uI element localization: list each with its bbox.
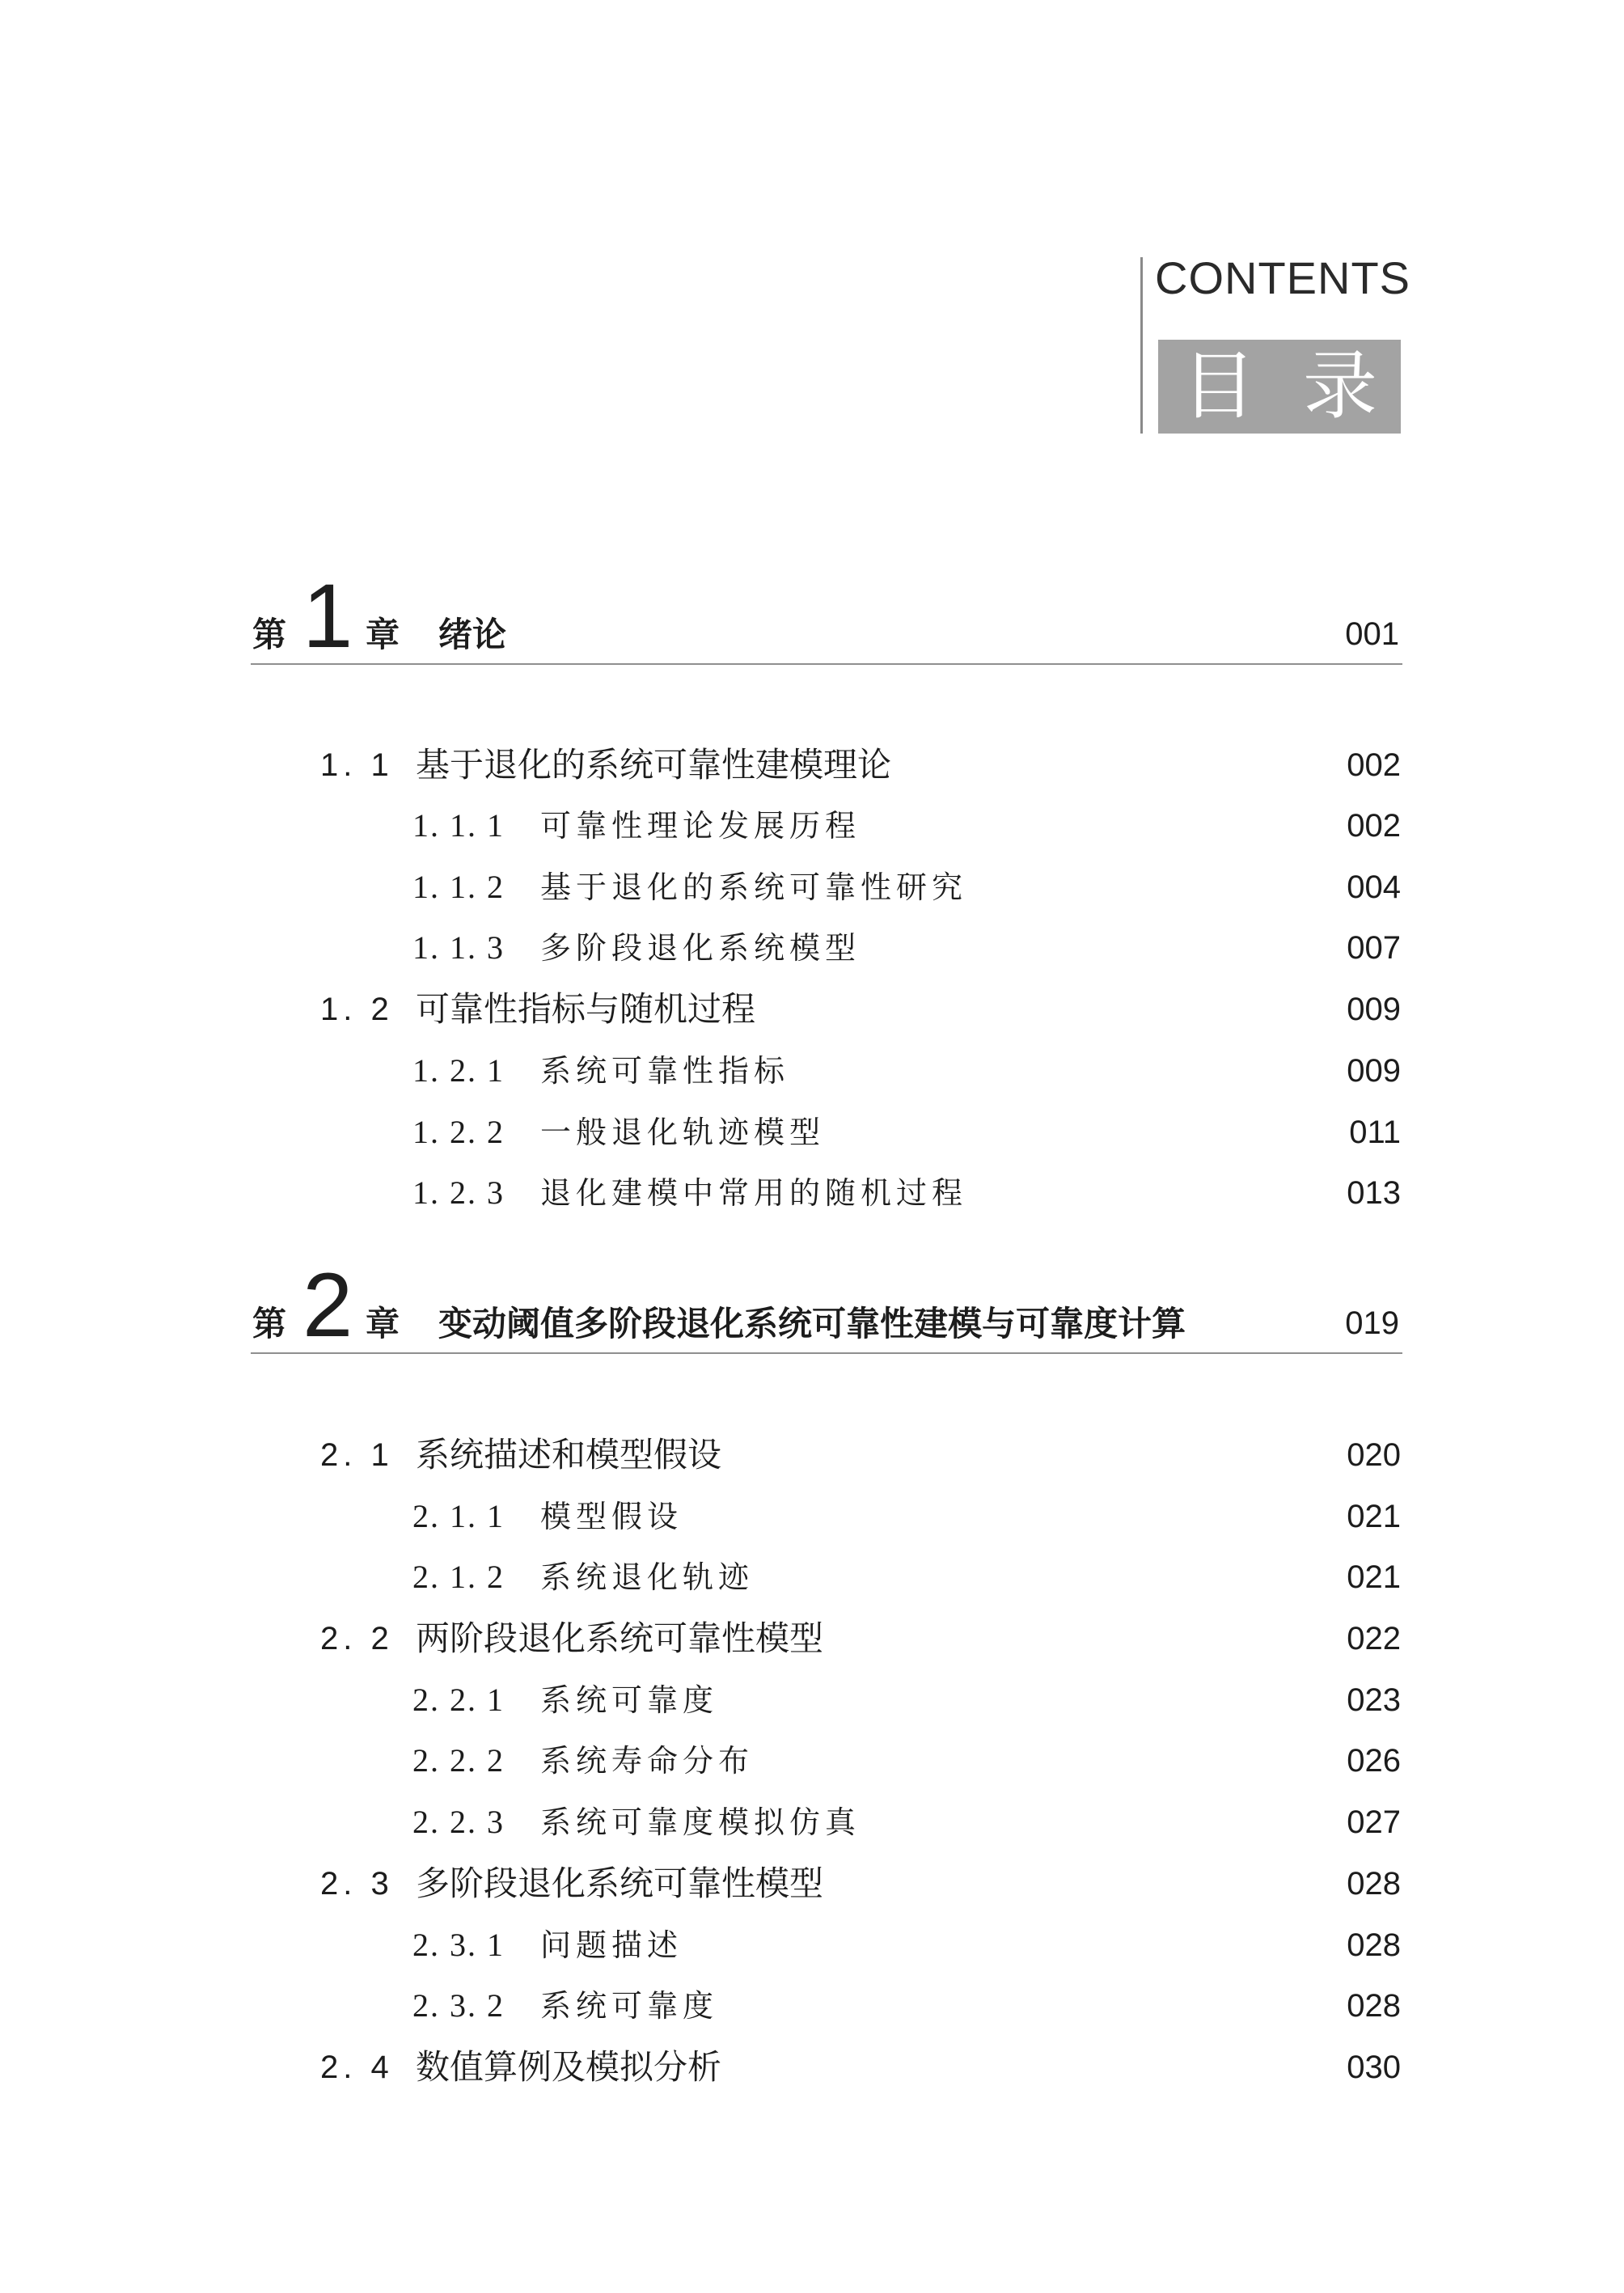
toc-subsection-entry[interactable] [0, 1555, 1404, 1600]
chapter-page: 019 [1345, 1305, 1399, 1341]
subsection-number: 2. 2. 3 [412, 1804, 505, 1840]
subsection-number: 2. 3. 1 [412, 1927, 505, 1963]
subsection-title: 系统可靠度 [540, 1682, 719, 1718]
toc-subsection-entry[interactable] [0, 1494, 1404, 1539]
subsection-page: 028 [1347, 1988, 1401, 2024]
chapter-suffix: 章 [366, 615, 400, 654]
subsection-title: 系统退化轨迹 [540, 1559, 755, 1595]
toc-section-entry[interactable] [0, 1616, 1404, 1661]
toc-subsection-entry[interactable] [0, 1923, 1404, 1968]
toc-section-entry[interactable] [0, 742, 1404, 788]
subsection-number: 1. 1. 3 [412, 929, 505, 966]
header-divider [1140, 257, 1143, 434]
subsection-page: 013 [1347, 1175, 1401, 1211]
subsection-page: 009 [1347, 1053, 1401, 1089]
section-page: 002 [1347, 747, 1401, 783]
toc-subsection-entry[interactable] [0, 1170, 1404, 1216]
subsection-page: 021 [1347, 1499, 1401, 1534]
toc-subsection-entry[interactable] [0, 865, 1404, 910]
chapter-prefix: 第 [252, 615, 287, 654]
toc-subsection-entry[interactable] [0, 1983, 1404, 2029]
toc-subsection-entry[interactable] [0, 1800, 1404, 1845]
subsection-number: 2. 1. 1 [412, 1498, 505, 1534]
subsection-title: 基于退化的系统可靠性研究 [540, 869, 968, 905]
subsection-title: 系统可靠度模拟仿真 [540, 1804, 861, 1840]
toc-subsection-entry[interactable] [0, 1048, 1404, 1094]
subsection-number: 1. 1. 1 [412, 807, 505, 844]
subsection-number: 2. 1. 2 [412, 1559, 505, 1595]
chapter-prefix: 第 [252, 1304, 287, 1343]
section-title: 基于退化的系统可靠性建模理论 [416, 745, 892, 785]
chapter-heading[interactable] [251, 1254, 1402, 1356]
subsection-title: 退化建模中常用的随机过程 [540, 1175, 968, 1211]
section-number: 2. 1 [320, 1437, 394, 1473]
toc-subsection-entry[interactable] [0, 1738, 1404, 1783]
section-page: 020 [1347, 1437, 1401, 1473]
toc-subsection-entry[interactable] [0, 803, 1404, 848]
subsection-page: 023 [1347, 1682, 1401, 1718]
section-page: 009 [1347, 992, 1401, 1027]
subsection-number: 2. 2. 1 [412, 1682, 505, 1718]
section-page: 030 [1347, 2050, 1401, 2085]
section-page: 022 [1347, 1621, 1401, 1656]
subsection-number: 2. 3. 2 [412, 1987, 505, 2024]
subsection-title: 模型假设 [540, 1499, 683, 1534]
toc-section-entry[interactable] [0, 987, 1404, 1032]
chapter-number: 2 [302, 1254, 353, 1356]
toc-section-entry[interactable] [0, 2045, 1404, 2090]
section-number: 2. 3 [320, 1866, 394, 1902]
subsection-page: 027 [1347, 1804, 1401, 1840]
subsection-title: 问题描述 [540, 1927, 683, 1963]
subsection-number: 2. 2. 2 [412, 1742, 505, 1779]
toc-section-entry[interactable] [0, 1861, 1404, 1906]
subsection-number: 1. 1. 2 [412, 869, 505, 905]
section-page: 028 [1347, 1866, 1401, 1902]
mulu-title-box [1158, 340, 1401, 434]
section-title: 系统描述和模型假设 [416, 1435, 722, 1474]
toc-section-entry[interactable] [0, 1432, 1404, 1478]
section-number: 1. 2 [320, 992, 394, 1027]
subsection-title: 一般退化轨迹模型 [540, 1115, 826, 1150]
chapter-suffix: 章 [366, 1304, 400, 1343]
subsection-page: 028 [1347, 1927, 1401, 1963]
mulu-title-char: 录 [1302, 343, 1377, 429]
subsection-page: 002 [1347, 808, 1401, 844]
subsection-page: 021 [1347, 1559, 1401, 1595]
subsection-page: 004 [1347, 869, 1401, 905]
section-number: 2. 2 [320, 1621, 394, 1656]
subsection-number: 1. 2. 3 [412, 1174, 505, 1211]
toc-subsection-entry[interactable] [0, 925, 1404, 971]
subsection-title: 系统可靠性指标 [540, 1053, 790, 1089]
section-number: 1. 1 [320, 747, 394, 783]
toc-subsection-entry[interactable] [0, 1677, 1404, 1723]
subsection-title: 多阶段退化系统模型 [540, 930, 861, 966]
section-number: 2. 4 [320, 2050, 394, 2085]
subsection-title: 可靠性理论发展历程 [540, 808, 861, 844]
section-title: 可靠性指标与随机过程 [416, 989, 756, 1029]
subsection-title: 系统可靠度 [540, 1988, 719, 2024]
subsection-number: 1. 2. 2 [412, 1114, 505, 1150]
contents-label: CONTENTS [1155, 252, 1410, 303]
subsection-page: 026 [1347, 1743, 1401, 1779]
section-title: 两阶段退化系统可靠性模型 [416, 1618, 824, 1658]
section-title: 多阶段退化系统可靠性模型 [416, 1864, 824, 1903]
chapter-number: 1 [302, 565, 353, 666]
toc-subsection-entry[interactable] [0, 1110, 1404, 1155]
chapter-title: 绪论 [438, 615, 507, 654]
subsection-title: 系统寿命分布 [540, 1743, 755, 1779]
subsection-number: 1. 2. 1 [412, 1052, 505, 1089]
chapter-title: 变动阈值多阶段退化系统可靠性建模与可靠度计算 [438, 1304, 1186, 1343]
chapter-page: 001 [1345, 616, 1399, 652]
subsection-page: 011 [1349, 1115, 1401, 1150]
subsection-page: 007 [1347, 930, 1401, 966]
chapter-heading[interactable] [251, 565, 1402, 666]
mulu-title-char: 目 [1181, 343, 1256, 429]
section-title: 数值算例及模拟分析 [416, 2047, 722, 2087]
